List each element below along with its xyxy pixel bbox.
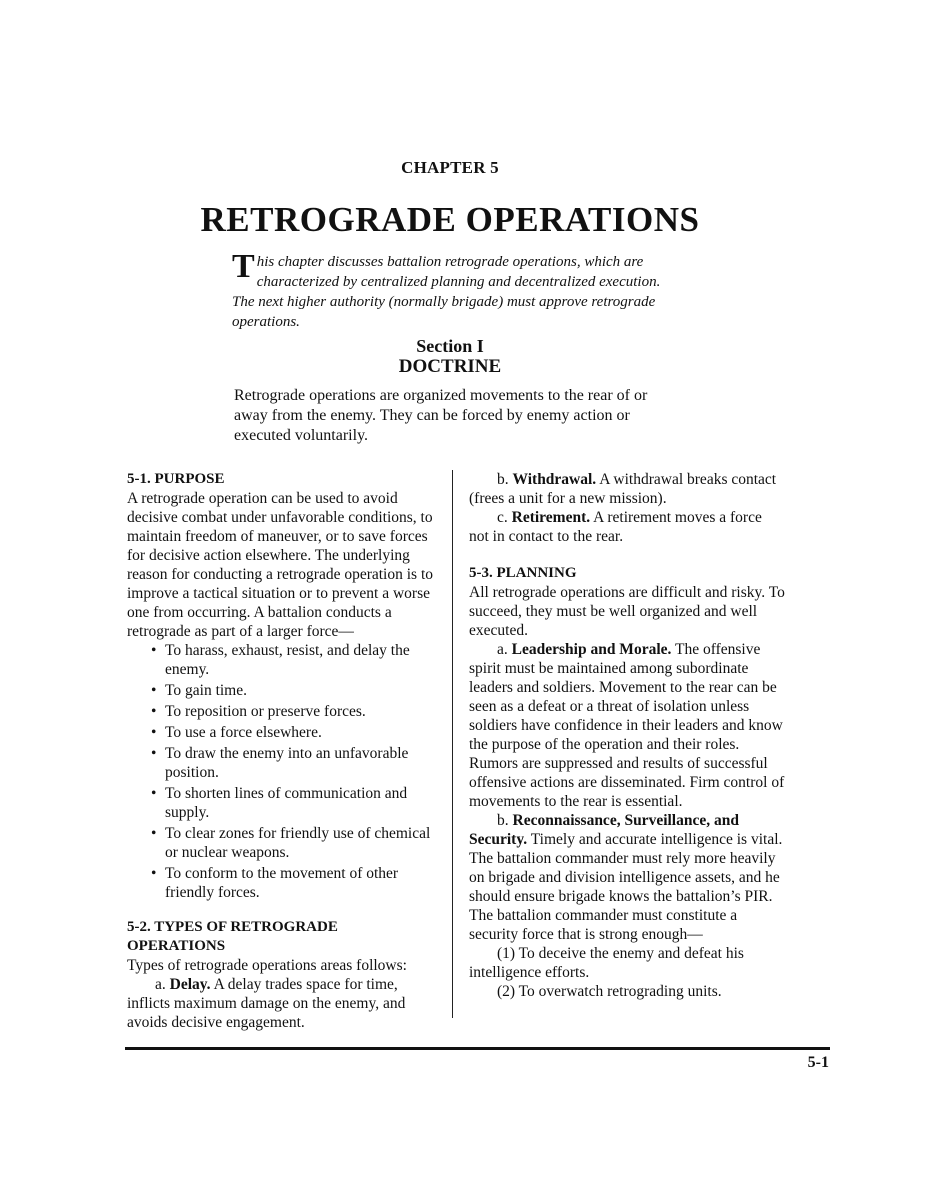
types-heading: 5-2. TYPES OF RETROGRADE OPERATIONS (127, 919, 338, 954)
left-column (127, 470, 439, 1032)
purpose-heading: 5-1. PURPOSE (127, 471, 225, 487)
bullet-item: • To shorten lines of communication and supply. (165, 784, 439, 822)
recon-paragraph (469, 811, 785, 944)
intro-text: his chapter discusses battalion retrograde operations, which are characterized by centralized planning and decentralized execution. The next higher authority (normally brigade) must approve retrograde operations. (232, 254, 661, 330)
bullet-item: • To draw the enemy into an unfavorable position. (165, 744, 439, 782)
sub-item: (1) To deceive the enemy and defeat his intelligence efforts. (469, 945, 744, 981)
sub-item: (2) To overwatch retrograding units. (497, 983, 722, 1000)
types-intro: Types of retrograde operations areas follows: (127, 957, 407, 974)
chapter-intro (232, 248, 680, 332)
delay-paragraph (127, 975, 439, 1032)
intro-dropcap: T (232, 248, 255, 285)
bullet-item: • To conform to the movement of other friendly forces. (165, 864, 439, 902)
delay-term: Delay. (169, 976, 211, 993)
delay-text: A delay trades space for time, inflicts maximum damage on the enemy, and avoids decisive engagement. (127, 976, 406, 1031)
withdrawal-prefix: b. (497, 471, 513, 488)
section-label: Section I (416, 336, 484, 356)
recon-prefix: b. (497, 812, 513, 829)
bullet-item: • To use a force elsewhere. (165, 723, 439, 742)
bullet-item: • To reposition or preserve forces. (165, 702, 439, 721)
bullet-item: • To clear zones for friendly use of chemical or nuclear weapons. (165, 824, 439, 862)
recon-text: Timely and accurate intelligence is vital. The battalion commander must rely more heavily on brigade and division intelligence assets, and he should ensure brigade knows the battalion’s PIR. The battalion commander must constitute a security force that is strong enough— (469, 831, 783, 943)
bullet-item: • To gain time. (165, 681, 439, 700)
leadership-paragraph (469, 640, 785, 811)
recon-term: Reconnaissance, Surveillance, and Security. (469, 812, 739, 848)
leadership-prefix: a. (497, 641, 512, 658)
chapter-title: RETROGRADE OPERATIONS (200, 200, 700, 239)
chapter-label: CHAPTER 5 (401, 158, 499, 177)
section-title: DOCTRINE (398, 356, 502, 377)
page-number: 5-1 (807, 1054, 829, 1071)
bullet-item: • To harass, exhaust, resist, and delay the enemy. (165, 641, 439, 679)
withdrawal-paragraph (469, 470, 785, 508)
delay-prefix: a. (155, 976, 170, 993)
purpose-bullet-list (127, 641, 439, 902)
planning-paragraph: All retrograde operations are difficult and risky. To succeed, they must be well organized and well executed. (469, 584, 785, 639)
retirement-paragraph (469, 508, 785, 546)
leadership-term: Leadership and Morale. (511, 641, 672, 658)
planning-heading: 5-3. PLANNING (469, 565, 577, 581)
retirement-term: Retirement. (511, 509, 591, 526)
retirement-prefix: c. (497, 509, 512, 526)
purpose-paragraph: A retrograde operation can be used to avoid decisive combat under unfavorable conditions, to maintain freedom of maneuver, or to save forces for decisive action elsewhere. The underlying reason for conducting a retrograde operation is to improve a tactical situation or to prevent a worse one from occurring. A battalion conducts a retrograde as part of a larger force— (127, 490, 434, 640)
column-divider (452, 470, 453, 1018)
right-column (469, 470, 785, 1001)
footer-rule (125, 1047, 830, 1050)
section-lead-text: Retrograde operations are organized movements to the rear of or away from the enemy. They can be forced by enemy action or executed voluntarily. (234, 387, 648, 444)
withdrawal-text: A withdrawal breaks contact (frees a unit for a new mission). (469, 471, 777, 507)
leadership-text: The offensive spirit must be maintained among subordinate leaders and soldiers. Movement to the rear can be seen as a defeat or a threat of isolation unless soldiers have confidence in their leaders and know the purpose of the operation and their roles. Rumors are suppressed and results of successful offensive actions are disseminated. Firm control of movements to the rear is essential. (469, 641, 785, 810)
retirement-text: A retirement moves a force not in contact to the rear. (469, 509, 762, 545)
withdrawal-term: Withdrawal. (512, 471, 597, 488)
